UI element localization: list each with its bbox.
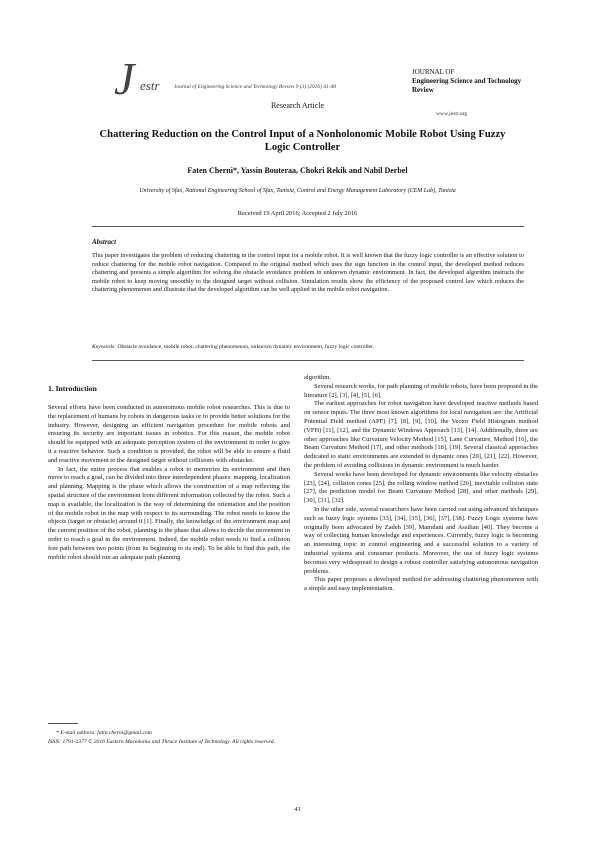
abstract-text: This paper investigates the problem of reducing chattering in the control input for a mobile robot. It is well known that the fuzzy logic controller is an effective solution to reduce chattering for the mobile robot navigation. Compared to the original method which uses the sign function in the control input, the developed method reduces chattering and presents a simple algorithm for solving the obstacle avoidance problem in unknown dynamic environment. In fact, the developed algorithm instructs the mobile robot to keep moving smoothly to the designed target without collision. Simulation results show the efficiency of the proposed control law which reduces the chattering phenomenon and illustrate that the developed algorithm can be well applied in the mobile robot navigation. [92, 252, 524, 293]
paragraph: Several works have been developed for dynamic environments like velocity obstacles [23], [24], collision cones [25], the rolling window method [26], inevitable collision state [27], the prediction model for Beam Curvature Method [28], and other methods [29], [30], [31], [32]. [304, 470, 538, 505]
journal-website[interactable]: www.jestr.org [436, 111, 468, 117]
paragraph: Several efforts have been conducted in autonomous mobile robot researches. This is due to the replacement of humans by robots in dangerous tasks or to provide better solutions for the industry. However, designing an efficient navigation procedure for mobile robots and ensuring its security are important issues in robotics. For this reason, the mobile robot should be equipped with an adequate perception system of the environment in order to give it a reactive behavior. Such a condition is provided, the robot will be able to ensure a fluid and reactive movement to the designed target without collisions with obstacles. [48, 404, 290, 464]
journal-citation: Journal of Engineering Science and Technology Review 9 (3) (2016) 41-48 [174, 84, 336, 90]
article-type: Research Article [270, 101, 325, 110]
keywords-label: Keywords: [92, 344, 117, 350]
paper-title: Chattering Reduction on the Control Input of a Nonholonomic Mobile Robot Using Fuzzy Logic Controller [99, 129, 506, 153]
abstract-heading: Abstract [92, 238, 117, 246]
paragraph: In the other side, several researchers have been carried out using advanced techniques such as fuzzy logic systems [33], [34], [35], [36], [37], [38]. Fuzzy Logic systems have originally been advocated by Zadeh [39], Mamdani and Assilian [40]. They become a way of collecting human knowledge and experiences. Currently, fuzzy logic is becoming an interesting topic in control engineering and a successful solution to a variety of industrial systems and consumer products. Moreover, the use of fuzzy logic systems becomes very widespread to design a robust controller satisfying autonomous navigation problems. [304, 505, 538, 575]
divider [92, 226, 524, 227]
footnote-issn: ISSN: 1791-2377 © 2016 Eastern Macedonia and Thrace Institute of Technology. All rights reserved. [48, 738, 275, 745]
logo-letter: J [114, 53, 135, 104]
footnote [48, 729, 290, 746]
divider [92, 360, 524, 361]
footnote-divider [48, 723, 78, 724]
column-right [304, 374, 538, 594]
received-dates: Received 19 April 2016; Accepted 2 July 2016 [237, 210, 358, 217]
journal-box-name: Engineering Science and Technology Review [412, 77, 522, 94]
paper-authors: Faten Cherni*, Yassin Bouteraa, Chokri Rekik and Nabil Derbel [187, 166, 408, 175]
section-heading: 1. Introduction [48, 384, 97, 393]
paragraph: This paper proposes a developed method for addressing chattering phenomenon with a simple and easy implementation. [304, 576, 538, 593]
journal-box-of: JOURNAL OF [412, 68, 455, 76]
paragraph: Several research works, for path planning of mobile robots, have been proposed in the literature [2], [3], [4], [5], [6]. [304, 382, 539, 399]
affiliation: University of Sfax, National Engineering School of Sfax, Tunisia, Control and Energy Management Laboratory (CEM Lab), Tunisia [139, 188, 456, 194]
footnote-email: * E-mail address: fatin.cherni@gmail.com [56, 730, 152, 736]
page-number: 41 [294, 806, 301, 813]
logo-text: estr [140, 78, 160, 93]
keywords [92, 344, 524, 350]
journal-box [412, 68, 522, 95]
keywords-text: Obstacle avoidance, mobile robot, chattering phenomenon, unknown dynamic environment, fuzzy logic controller. [117, 344, 375, 350]
column-left [48, 404, 290, 562]
paragraph: algorithm. [304, 374, 331, 381]
paragraph: The earliest approaches for robot navigation have developed reactive methods based on sensor inputs. The three most known algorithms for local navigation are: the Artificial Potential Field method (APF) [7], [8], [9], [10], the Vector Field Histogram method (VFH) [11], [12], and the Dynamic Windows Approach [13], [14]. Additionally, there are other approaches like Curvature Velocity Method [15], Lane Curvature, Method [16], the Beam Curvature Method [17], and other methods [18], [19]. Several classical approaches dedicated to static environments are extended to dynamic ones [20], [21], [22]. However, the problem of avoiding collisions in dynamic environment is much harder. [304, 400, 538, 469]
paragraph: In fact, the entire process that enables a robot to memorize its environment and then move to reach a goal, can be divided into three interdependent phases: mapping, localization and planning. Mapping is the phase which allows the construction of a map reflecting the spatial structure of the environment from different information collected by the robot. Such a map is available, the localization is the way of determining the orientation and the position of the mobile robot in the map with respect to its surrounding. The robot needs to know the objects (target or obstacle) around it [1]. Finally, the knowledge of the environment map and the current position of the robot, planning is the phase that allows to decide the movement in order to reach a goal in the environment. Indeed, the mobile robot needs to find a collision free path between two points (from its beginning to its end). To be able to find this path, the mobile robot should run an adequate path planning [48, 465, 290, 561]
